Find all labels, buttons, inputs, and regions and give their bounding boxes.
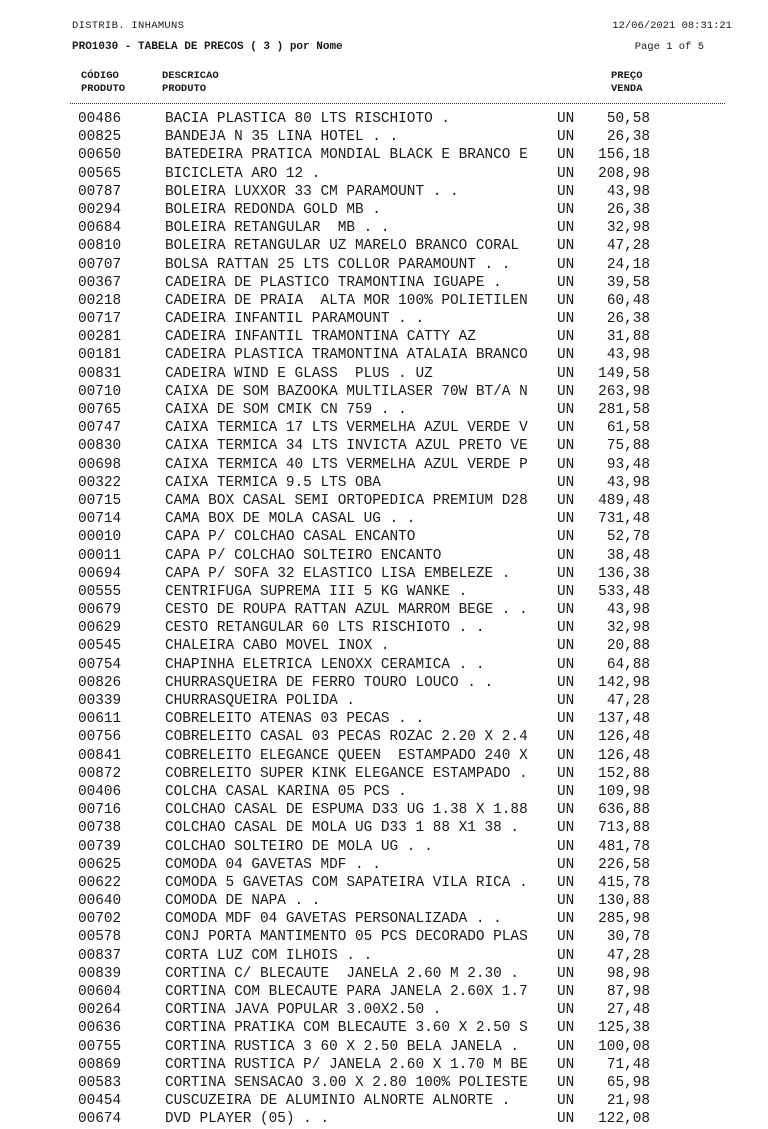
product-code: 00583 [78, 1074, 122, 1091]
price: 24,18 [606, 256, 650, 273]
product-code: 00011 [78, 547, 122, 564]
unit: UN [557, 984, 575, 1000]
product-code: 00707 [78, 256, 122, 273]
table-row [0, 456, 768, 474]
table-row [0, 310, 768, 328]
unit: UN [557, 1020, 575, 1037]
product-code: 00294 [78, 201, 122, 218]
unit: UN [557, 402, 575, 418]
table-row [0, 619, 768, 637]
unit: UN [557, 201, 575, 218]
table-row [0, 474, 768, 492]
product-description: CUSCUZEIRA DE ALUMINIO ALNORTE ALNORTE . [165, 1093, 511, 1110]
unit: UN [557, 838, 575, 855]
price: 47,28 [606, 947, 650, 964]
price: 122,08 [598, 1111, 650, 1128]
table-row [0, 1001, 768, 1019]
unit: UN [557, 329, 575, 346]
product-code: 00629 [78, 620, 122, 637]
product-description: CENTRIFUGA SUPREMA III 5 KG WANKE . [165, 583, 468, 600]
price: 52,78 [606, 529, 650, 546]
product-code: 00694 [78, 565, 122, 582]
unit: UN [557, 529, 575, 546]
product-description: COMODA 04 GAVETAS MDF . . [165, 856, 381, 873]
table-row [0, 928, 768, 946]
product-code: 00322 [78, 474, 122, 491]
product-description: COBRELEITO ATENAS 03 PECAS . . [165, 711, 425, 728]
price: 65,98 [606, 1074, 650, 1091]
unit: UN [557, 474, 575, 491]
product-code: 00710 [78, 383, 122, 400]
product-code: 00755 [78, 1038, 122, 1055]
product-description: BANDEJA N 35 LINA HOTEL . . [165, 129, 399, 146]
price: 126,48 [598, 747, 650, 764]
price: 87,98 [606, 984, 650, 1000]
product-code: 00698 [78, 456, 122, 473]
product-code: 00872 [78, 765, 122, 782]
unit: UN [557, 911, 575, 928]
unit: UN [557, 456, 575, 473]
unit: UN [557, 965, 575, 982]
table-row [0, 365, 768, 383]
product-code: 00702 [78, 911, 122, 928]
product-code: 00830 [78, 438, 122, 455]
product-code: 00578 [78, 929, 122, 946]
price: 208,98 [598, 165, 650, 182]
product-code: 00810 [78, 238, 122, 255]
unit: UN [557, 511, 575, 528]
price: 731,48 [598, 511, 650, 528]
product-description: CAMA BOX CASAL SEMI ORTOPEDICA PREMIUM D28 [165, 492, 528, 509]
unit: UN [557, 1056, 575, 1073]
product-code: 00869 [78, 1056, 122, 1073]
product-description: CORTINA RUSTICA 3 60 X 2.50 BELA JANELA . [165, 1038, 520, 1055]
product-description: BOLEIRA RETANGULAR UZ MARELO BRANCO CORAL [165, 238, 520, 255]
product-code: 00622 [78, 874, 122, 891]
unit: UN [557, 711, 575, 728]
product-code: 00604 [78, 984, 122, 1000]
table-row [0, 1038, 768, 1056]
table-row [0, 637, 768, 655]
unit: UN [557, 856, 575, 873]
product-code: 00339 [78, 693, 122, 709]
product-description: BOLEIRA REDONDA GOLD MB . [165, 201, 381, 218]
price: 26,38 [606, 129, 650, 146]
product-description: CAIXA TERMICA 34 LTS INVICTA AZUL PRETO VE [165, 438, 528, 455]
unit: UN [557, 438, 575, 455]
product-code: 00839 [78, 965, 122, 982]
column-header-price [611, 70, 643, 96]
product-description: CAPA P/ COLCHAO CASAL ENCANTO [165, 529, 416, 546]
product-code: 00555 [78, 583, 122, 600]
column-header-description-line2: PRODUTO [162, 83, 207, 95]
price: 43,98 [606, 347, 650, 364]
unit: UN [557, 765, 575, 782]
table-row [0, 856, 768, 874]
product-description: CADEIRA WIND E GLASS PLUS . UZ [165, 365, 433, 382]
product-code: 00545 [78, 638, 122, 655]
unit: UN [557, 674, 575, 691]
table-row [0, 547, 768, 565]
product-description: CAIXA DE SOM CMIK CN 759 . . [165, 402, 407, 418]
product-code: 00674 [78, 1111, 122, 1128]
unit: UN [557, 183, 575, 200]
table-row [0, 965, 768, 983]
product-code: 00218 [78, 292, 122, 309]
unit: UN [557, 311, 575, 328]
product-code: 00787 [78, 183, 122, 200]
unit: UN [557, 383, 575, 400]
price: 47,28 [606, 238, 650, 255]
table-row [0, 274, 768, 292]
table-row [0, 183, 768, 201]
table-row [0, 656, 768, 674]
unit: UN [557, 1074, 575, 1091]
table-row [0, 146, 768, 164]
unit: UN [557, 693, 575, 709]
product-description: CORTINA SENSACAO 3.00 X 2.80 100% POLIESTE [165, 1074, 528, 1091]
unit: UN [557, 129, 575, 146]
product-description: COBRELEITO ELEGANCE QUEEN ESTAMPADO 240 X [165, 747, 528, 764]
product-code: 00738 [78, 820, 122, 837]
product-code: 00367 [78, 274, 122, 291]
table-row [0, 728, 768, 746]
product-description: BATEDEIRA PRATICA MONDIAL BLACK E BRANCO E [165, 147, 528, 164]
product-description: BOLEIRA RETANGULAR MB . . [165, 220, 390, 237]
price: 137,48 [598, 711, 650, 728]
price: 43,98 [606, 602, 650, 619]
table-row [0, 237, 768, 255]
unit: UN [557, 656, 575, 673]
table-row [0, 437, 768, 455]
product-code: 00716 [78, 802, 122, 819]
price: 26,38 [606, 311, 650, 328]
price: 226,58 [598, 856, 650, 873]
unit: UN [557, 1093, 575, 1110]
product-description: BICICLETA ARO 12 . [165, 165, 321, 182]
product-description: CORTINA PRATIKA COM BLECAUTE 3.60 X 2.50 S [165, 1020, 528, 1037]
unit: UN [557, 274, 575, 291]
table-row [0, 747, 768, 765]
price: 93,48 [606, 456, 650, 473]
table-row [0, 1092, 768, 1110]
price: 263,98 [598, 383, 650, 400]
product-description: DVD PLAYER (05) . . [165, 1111, 330, 1128]
table-row [0, 419, 768, 437]
table-row [0, 1074, 768, 1092]
product-description: CONJ PORTA MANTIMENTO 05 PCS DECORADO PLAS [165, 929, 528, 946]
unit: UN [557, 1002, 575, 1019]
price: 126,48 [598, 729, 650, 746]
product-code: 00679 [78, 602, 122, 619]
table-row [0, 1056, 768, 1074]
product-code: 00831 [78, 365, 122, 382]
page-indicator: Page 1 of 5 [634, 41, 704, 53]
product-code: 00565 [78, 165, 122, 182]
product-description: CHALEIRA CABO MOVEL INOX . [165, 638, 390, 655]
table-row [0, 1019, 768, 1037]
price: 50,58 [606, 111, 650, 127]
product-code: 00715 [78, 492, 122, 509]
table-row [0, 510, 768, 528]
product-code: 00717 [78, 311, 122, 328]
product-code: 00181 [78, 347, 122, 364]
report-datetime: 12/06/2021 08:31:21 [612, 20, 732, 32]
product-description: CADEIRA INFANTIL PARAMOUNT . . [165, 311, 425, 328]
unit: UN [557, 147, 575, 164]
table-row [0, 201, 768, 219]
price: 27,48 [606, 1002, 650, 1019]
product-description: CAIXA DE SOM BAZOOKA MULTILASER 70W BT/A N [165, 383, 528, 400]
table-row [0, 128, 768, 146]
unit: UN [557, 583, 575, 600]
table-row [0, 674, 768, 692]
unit: UN [557, 420, 575, 437]
price: 43,98 [606, 474, 650, 491]
product-description: COLCHAO SOLTEIRO DE MOLA UG . . [165, 838, 433, 855]
unit: UN [557, 347, 575, 364]
price: 142,98 [598, 674, 650, 691]
table-row [0, 910, 768, 928]
unit: UN [557, 565, 575, 582]
product-code: 00611 [78, 711, 122, 728]
distributor-name: DISTRIB. INHAMUNS [72, 20, 185, 32]
product-description: CHURRASQUEIRA POLIDA . [165, 693, 355, 709]
product-description: COMODA DE NAPA . . [165, 893, 321, 910]
header-divider [70, 103, 725, 104]
product-code: 00454 [78, 1093, 122, 1110]
table-row [0, 256, 768, 274]
table-row [0, 801, 768, 819]
table-row [0, 838, 768, 856]
price: 285,98 [598, 911, 650, 928]
table-row [0, 583, 768, 601]
product-code: 00756 [78, 729, 122, 746]
price: 21,98 [606, 1093, 650, 1110]
price: 38,48 [606, 547, 650, 564]
product-code: 00825 [78, 129, 122, 146]
unit: UN [557, 256, 575, 273]
price: 20,88 [606, 638, 650, 655]
price: 47,28 [606, 693, 650, 709]
table-row [0, 983, 768, 1001]
product-code: 00714 [78, 511, 122, 528]
product-code: 00625 [78, 856, 122, 873]
column-header-code [81, 70, 125, 96]
product-description: CAIXA TERMICA 17 LTS VERMELHA AZUL VERDE V [165, 420, 528, 437]
price: 31,88 [606, 329, 650, 346]
product-description: CESTO RETANGULAR 60 LTS RISCHIOTO . . [165, 620, 485, 637]
price: 32,98 [606, 220, 650, 237]
table-row [0, 383, 768, 401]
product-code: 00640 [78, 893, 122, 910]
product-description: CADEIRA INFANTIL TRAMONTINA CATTY AZ [165, 329, 476, 346]
product-description: CAIXA TERMICA 40 LTS VERMELHA AZUL VERDE P [165, 456, 528, 473]
price: 149,58 [598, 365, 650, 382]
column-header-code-line1: CÓDIGO [81, 70, 119, 82]
product-description: CHAPINHA ELETRICA LENOXX CERAMICA . . [165, 656, 485, 673]
unit: UN [557, 292, 575, 309]
table-row [0, 565, 768, 583]
table-row [0, 110, 768, 128]
table-row [0, 874, 768, 892]
price: 30,78 [606, 929, 650, 946]
price: 109,98 [598, 783, 650, 800]
column-header-description-line1: DESCRICAO [162, 70, 219, 82]
product-code: 00837 [78, 947, 122, 964]
unit: UN [557, 893, 575, 910]
price: 156,18 [598, 147, 650, 164]
product-description: CORTINA JAVA POPULAR 3.00X2.50 . [165, 1002, 442, 1019]
product-description: COBRELEITO CASAL 03 PECAS ROZAC 2.20 X 2.4 [165, 729, 528, 746]
unit: UN [557, 874, 575, 891]
price: 415,78 [598, 874, 650, 891]
table-row [0, 947, 768, 965]
table-row [0, 601, 768, 619]
product-code: 00281 [78, 329, 122, 346]
product-code: 00747 [78, 420, 122, 437]
product-code: 00684 [78, 220, 122, 237]
price: 43,98 [606, 183, 650, 200]
product-description: BOLEIRA LUXXOR 33 CM PARAMOUNT . . [165, 183, 459, 200]
product-description: CADEIRA PLASTICA TRAMONTINA ATALAIA BRANCO [165, 347, 528, 364]
unit: UN [557, 365, 575, 382]
table-row [0, 892, 768, 910]
price: 26,38 [606, 201, 650, 218]
price: 533,48 [598, 583, 650, 600]
product-code: 00486 [78, 111, 122, 127]
table-row [0, 165, 768, 183]
unit: UN [557, 729, 575, 746]
unit: UN [557, 820, 575, 837]
product-description: COLCHA CASAL KARINA 05 PCS . [165, 783, 407, 800]
table-row [0, 292, 768, 310]
product-description: COBRELEITO SUPER KINK ELEGANCE ESTAMPADO . [165, 765, 528, 782]
table-row [0, 692, 768, 710]
price: 75,88 [606, 438, 650, 455]
product-code: 00264 [78, 1002, 122, 1019]
product-code: 00826 [78, 674, 122, 691]
product-code: 00010 [78, 529, 122, 546]
unit: UN [557, 492, 575, 509]
product-code: 00765 [78, 402, 122, 418]
product-description: CAIXA TERMICA 9.5 LTS OBA [165, 474, 381, 491]
product-description: CADEIRA DE PLASTICO TRAMONTINA IGUAPE . [165, 274, 502, 291]
price: 152,88 [598, 765, 650, 782]
product-description: COMODA 5 GAVETAS COM SAPATEIRA VILA RICA . [165, 874, 528, 891]
product-description: CAPA P/ SOFA 32 ELASTICO LISA EMBELEZE . [165, 565, 511, 582]
price: 636,88 [598, 802, 650, 819]
product-code: 00841 [78, 747, 122, 764]
unit: UN [557, 929, 575, 946]
product-description: CADEIRA DE PRAIA ALTA MOR 100% POLIETILEN [165, 292, 528, 309]
price: 32,98 [606, 620, 650, 637]
product-description: CORTINA RUSTICA P/ JANELA 2.60 X 1.70 M BE [165, 1056, 528, 1073]
product-description: BOLSA RATTAN 25 LTS COLLOR PARAMOUNT . . [165, 256, 511, 273]
unit: UN [557, 747, 575, 764]
product-code: 00406 [78, 783, 122, 800]
unit: UN [557, 802, 575, 819]
product-code: 00650 [78, 147, 122, 164]
product-description: CAMA BOX DE MOLA CASAL UG . . [165, 511, 416, 528]
column-header-code-line2: PRODUTO [81, 83, 126, 95]
column-header-price-line2: VENDA [611, 83, 643, 95]
unit: UN [557, 111, 575, 127]
price: 713,88 [598, 820, 650, 837]
product-description: BACIA PLASTICA 80 LTS RISCHIOTO . [165, 111, 450, 127]
unit: UN [557, 220, 575, 237]
column-header-price-line1: PREÇO [611, 70, 643, 82]
price: 98,98 [606, 965, 650, 982]
table-row [0, 528, 768, 546]
price: 61,58 [606, 420, 650, 437]
product-code: 00754 [78, 656, 122, 673]
table-row [0, 346, 768, 364]
price: 71,48 [606, 1056, 650, 1073]
table-row [0, 401, 768, 419]
table-row [0, 783, 768, 801]
price: 125,38 [598, 1020, 650, 1037]
price: 64,88 [606, 656, 650, 673]
table-row [0, 1110, 768, 1128]
product-description: COLCHAO CASAL DE ESPUMA D33 UG 1.38 X 1.88 [165, 802, 528, 819]
price: 130,88 [598, 893, 650, 910]
table-row [0, 219, 768, 237]
unit: UN [557, 947, 575, 964]
price: 481,78 [598, 838, 650, 855]
price: 281,58 [598, 402, 650, 418]
price: 489,48 [598, 492, 650, 509]
price: 136,38 [598, 565, 650, 582]
product-description: CHURRASQUEIRA DE FERRO TOURO LOUCO . . [165, 674, 494, 691]
product-description: CORTINA C/ BLECAUTE JANELA 2.60 M 2.30 . [165, 965, 520, 982]
product-code: 00636 [78, 1020, 122, 1037]
product-description: CESTO DE ROUPA RATTAN AZUL MARROM BEGE . . [165, 602, 528, 619]
product-code: 00739 [78, 838, 122, 855]
product-description: COLCHAO CASAL DE MOLA UG D33 1 88 X1 38 . [165, 820, 520, 837]
price: 39,58 [606, 274, 650, 291]
table-row [0, 492, 768, 510]
product-description: COMODA MDF 04 GAVETAS PERSONALIZADA . . [165, 911, 502, 928]
product-description: CAPA P/ COLCHAO SOLTEIRO ENCANTO [165, 547, 442, 564]
unit: UN [557, 547, 575, 564]
unit: UN [557, 638, 575, 655]
table-row [0, 819, 768, 837]
price: 100,08 [598, 1038, 650, 1055]
table-row [0, 328, 768, 346]
table-row [0, 710, 768, 728]
table-row [0, 765, 768, 783]
unit: UN [557, 1111, 575, 1128]
unit: UN [557, 783, 575, 800]
unit: UN [557, 1038, 575, 1055]
report-title: PRO1030 - TABELA DE PRECOS ( 3 ) por Nome [72, 41, 343, 53]
product-description: CORTA LUZ COM ILHOIS . . [165, 947, 373, 964]
unit: UN [557, 165, 575, 182]
price: 60,48 [606, 292, 650, 309]
column-header-description [162, 70, 219, 96]
price-table [0, 110, 768, 1129]
unit: UN [557, 620, 575, 637]
product-description: CORTINA COM BLECAUTE PARA JANELA 2.60X 1.7 [165, 984, 528, 1000]
unit: UN [557, 238, 575, 255]
unit: UN [557, 602, 575, 619]
